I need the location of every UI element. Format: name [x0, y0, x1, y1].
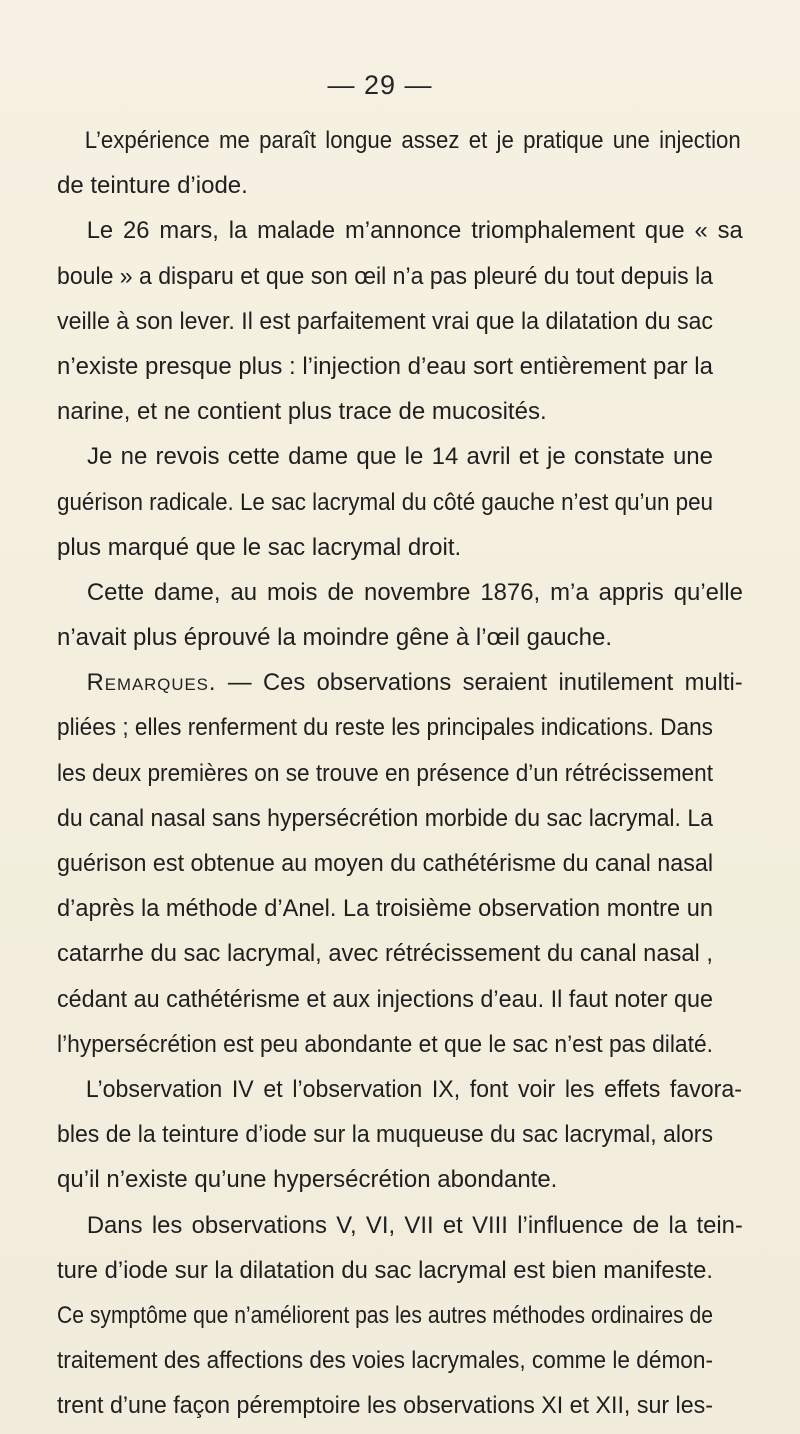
text-line: n’existe presque plus : l’injection d’eau sort entièrement par la	[57, 352, 713, 380]
text-line: du canal nasal sans hypersécrétion morbide du sac lacrymal. La	[57, 804, 713, 832]
text-line: Je ne revois cette dame que le 14 avril et je constate une	[87, 443, 713, 471]
text-line: de teinture d’iode.	[57, 172, 248, 200]
text-line: trent d’une façon péremptoire les observations XI et XII, sur les-	[57, 1392, 713, 1420]
text-line: l’hypersécrétion est peu abondante et que le sac n’est pas dilaté.	[57, 1030, 713, 1058]
text-line: boule » a disparu et que son œil n’a pas pleuré du tout depuis la	[57, 262, 714, 290]
text-line: bles de la teinture d’iode sur la muqueuse du sac lacrymal, alors	[57, 1121, 713, 1149]
text-line: narine, et ne contient plus trace de mucosités.	[57, 398, 547, 426]
text-line	[57, 660, 743, 705]
page-number: — 29 —	[327, 70, 433, 100]
text-line: Cette dame, au mois de novembre 1876, m’a appris qu’elle	[86, 578, 743, 606]
text-line: guérison radicale. Le sac lacrymal du côté gauche n’est qu’un peu	[57, 488, 714, 516]
text-line: veille à son lever. Il est parfaitement vrai que la dilatation du sac	[57, 307, 714, 335]
text-line: d’après la méthode d’Anel. La troisième observation montre un	[57, 895, 713, 923]
text-line: plus marqué que le sac lacrymal droit.	[57, 533, 462, 561]
text-line: les deux premières on se trouve en présence d’un rétrécissement	[57, 759, 713, 787]
text-line: Ce symptôme que n’améliorent pas les autres méthodes ordinaires de	[57, 1301, 714, 1329]
text-line: n’avait plus éprouvé la moindre gêne à l’œil gauche.	[57, 624, 612, 652]
text-line: L’observation IV et l’observation IX, font voir les effets favora-	[85, 1075, 742, 1103]
text-line: ture d’iode sur la dilatation du sac lacrymal est bien manifeste.	[57, 1256, 713, 1284]
text-line: qu’il n’existe qu’une hypersécrétion abondante.	[57, 1166, 558, 1194]
text-line-rest: — Ces observations seraient inutilement multi-	[216, 669, 743, 697]
text-line: Le 26 mars, la malade m’annonce triomphalement que « sa	[86, 217, 743, 245]
text-line: cédant au cathétérisme et aux injections d’eau. Il faut noter que	[57, 985, 713, 1013]
body-text	[57, 118, 743, 1428]
text-line: pliées ; elles renferment du reste les principales indications. Dans	[57, 714, 713, 742]
text-line: traitement des affections des voies lacrymales, comme le démon-	[57, 1347, 713, 1375]
text-line: Dans les observations V, VI, VII et VIII l’influence de la tein-	[86, 1211, 743, 1239]
text-line: guérison est obtenue au moyen du cathétérisme du canal nasal	[57, 850, 714, 877]
section-heading-remarques: Remarques.	[86, 669, 217, 697]
text-line: catarrhe du sac lacrymal, avec rétrécissement du canal nasal ,	[57, 940, 714, 968]
text-line: L’expérience me paraît longue assez et je pratique une injection	[84, 127, 741, 154]
